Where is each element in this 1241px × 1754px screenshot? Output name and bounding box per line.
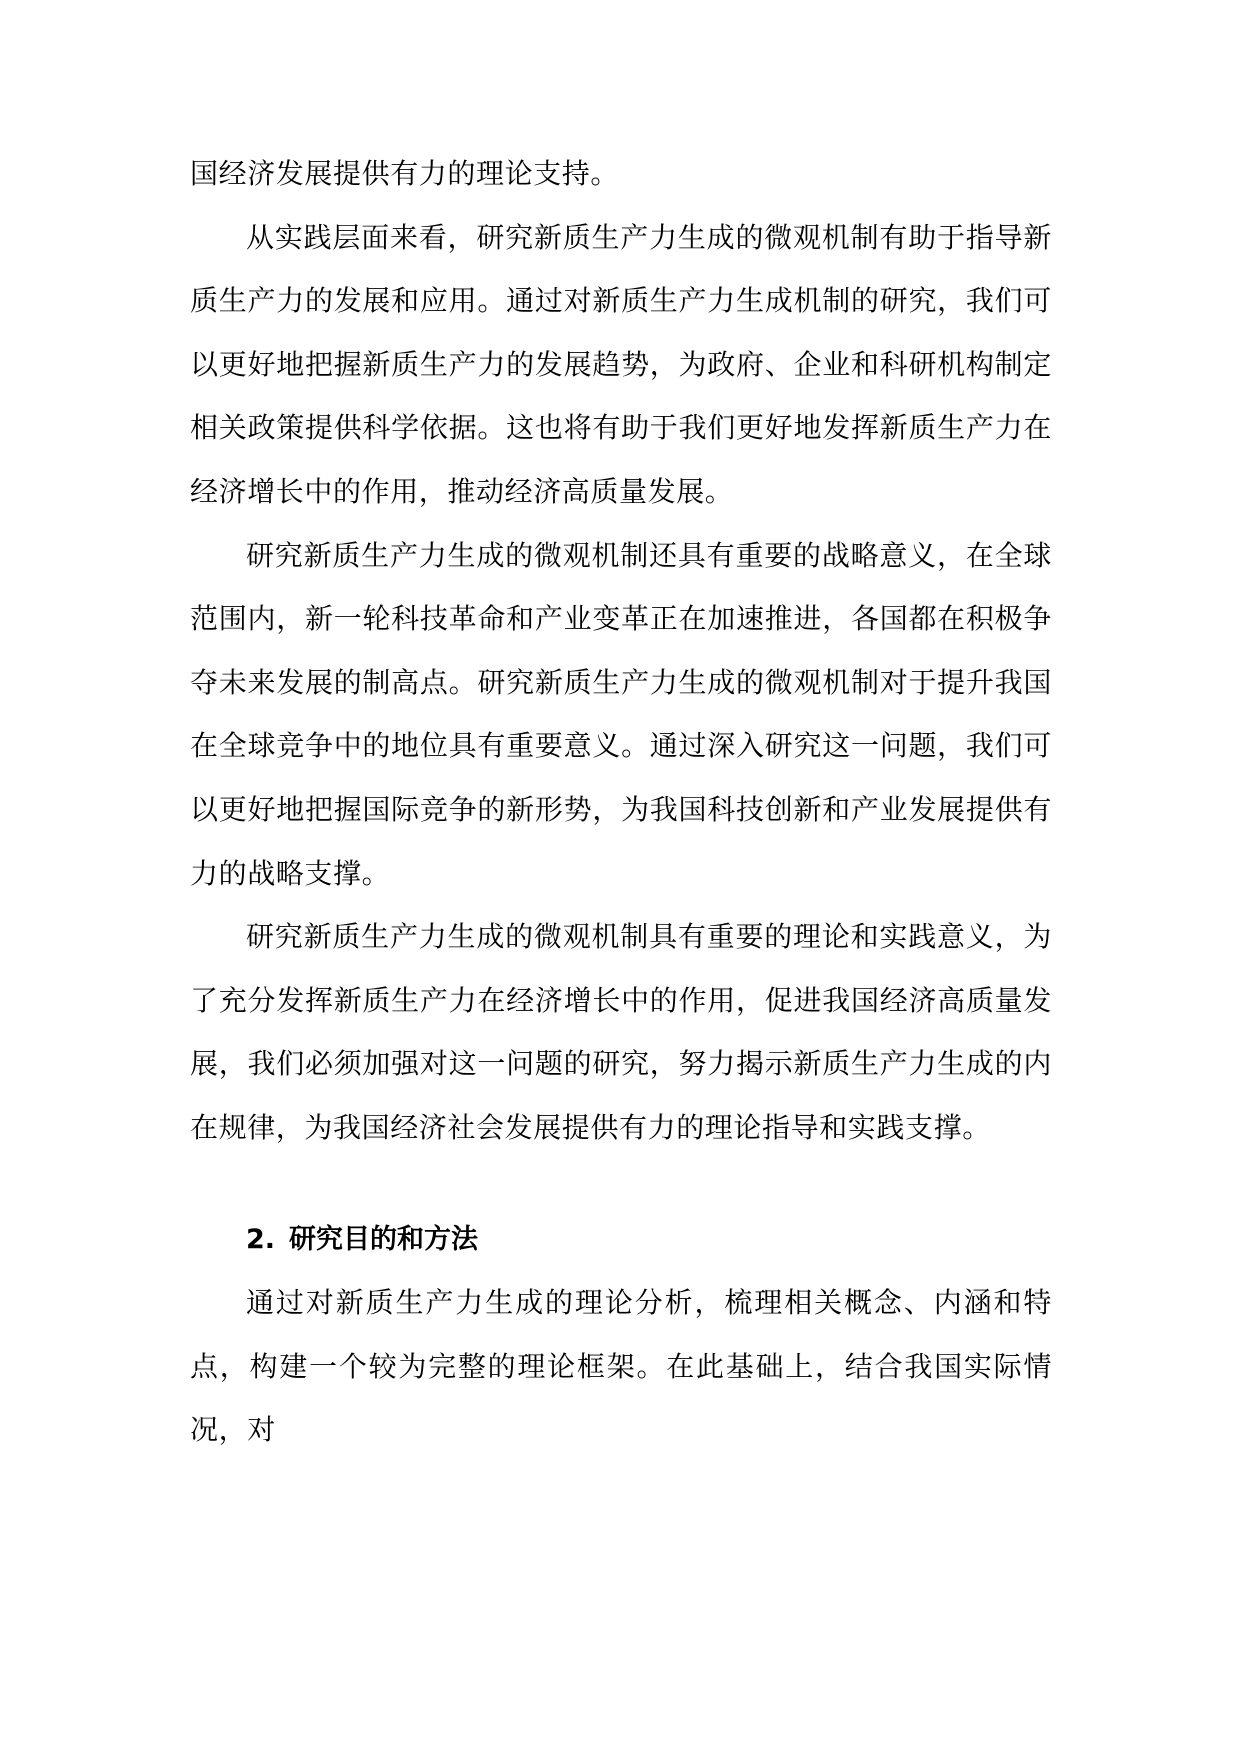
paragraph-purpose: 通过对新质生产力生成的理论分析，梳理相关概念、内涵和特点，构建一个较为完整的理论框架。在此基础上，结合我国实际情况，对	[190, 1286, 1052, 1447]
paragraph-summary: 研究新质生产力生成的微观机制具有重要的理论和实践意义，为了充分发挥新质生产力在经济增长中的作用，促进我国经济高质量发展，我们必须加强对这一问题的研究，努力揭示新质生产力生成的内在规律，为我国经济社会发展提供有力的理论指导和实践支撑。	[190, 920, 1052, 1144]
paragraph-practice: 从实践层面来看，研究新质生产力生成的微观机制有助于指导新质生产力的发展和应用。通过对新质生产力生成机制的研究，我们可以更好地把握新质生产力的发展趋势，为政府、企业和科研机构制定相关政策提供科学依据。这也将有助于我们更好地发挥新质生产力在经济增长中的作用，推动经济高质量发展。	[190, 220, 1052, 508]
section-number: 2.	[246, 1223, 276, 1255]
section-heading	[190, 1208, 1052, 1272]
paragraph-strategy: 研究新质生产力生成的微观机制还具有重要的战略意义，在全球范围内，新一轮科技革命和产业变革正在加速推进，各国都在积极争夺未来发展的制高点。研究新质生产力生成的微观机制对于提升我国在全球竞争中的地位具有重要意义。通过深入研究这一问题，我们可以更好地把握国际竞争的新形势，为我国科技创新和产业发展提供有力的战略支撑。	[190, 538, 1052, 890]
body-text	[190, 142, 1052, 1462]
paragraph-continued: 国经济发展提供有力的理论支持。	[190, 157, 620, 190]
section-title: 研究目的和方法	[289, 1223, 479, 1255]
